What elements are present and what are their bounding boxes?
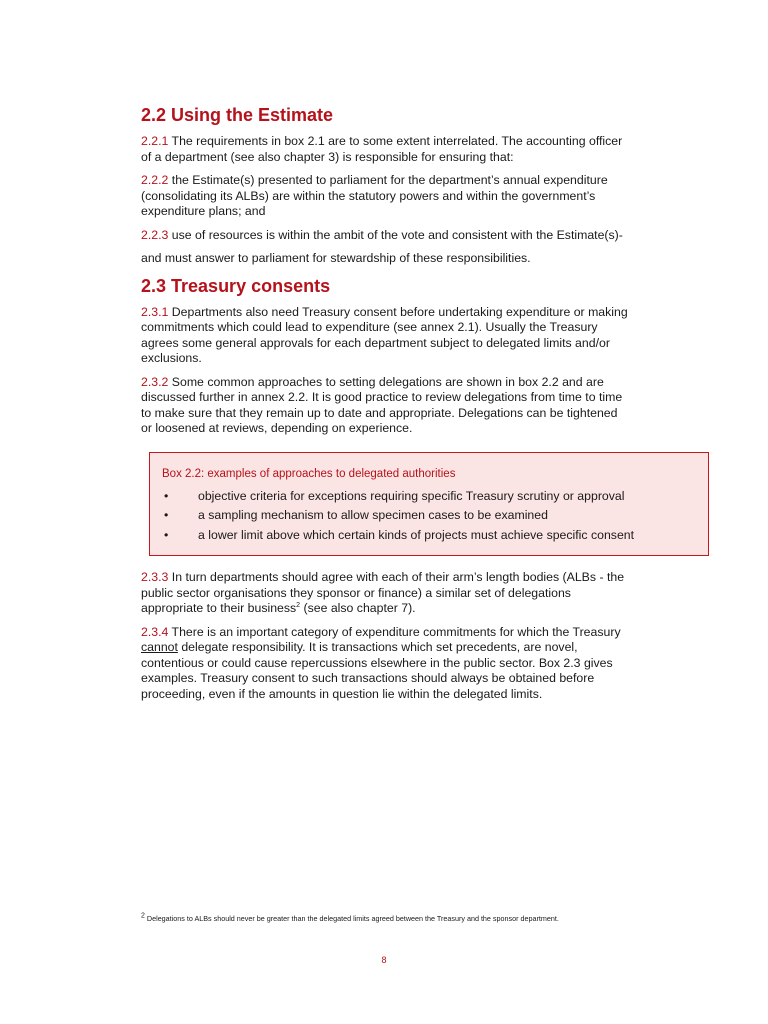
paragraph-number: 2.3.4 — [141, 624, 169, 639]
paragraph-text: There is an important category of expenditure commitments for which the Treasury — [168, 624, 621, 639]
bullet-icon: • — [164, 488, 169, 503]
box-list — [162, 487, 690, 546]
paragraph-text: In turn departments should agree with each of their arm’s length bodies (ALBs - the public sector organisations they sponsor or finance) a similar set of delegations appropriate to their business — [141, 570, 625, 615]
paragraph-2-3-2 — [141, 375, 631, 437]
list-item — [162, 487, 690, 507]
section-heading-2-2: 2.2 Using the Estimate — [141, 105, 334, 125]
list-item-text: a lower limit above which certain kinds of projects must achieve specific consent — [198, 527, 635, 542]
page-content — [141, 104, 635, 710]
paragraph-text: Departments also need Treasury consent before undertaking expenditure or making commitments which could lead to expenditure (see annex 2.1). Usually the Treasury agrees some general approvals for each department subject to delegated limits and/or exclusions. — [141, 304, 628, 365]
emphasis-cannot: cannot — [141, 640, 178, 654]
box-title: Box 2.2: examples of approaches to delegated authorities — [162, 467, 456, 480]
list-item — [162, 506, 690, 526]
footnote-reference[interactable]: 2 — [296, 601, 301, 609]
list-item-text: objective criteria for exceptions requiring specific Treasury scrutiny or approval — [198, 488, 625, 503]
paragraph-text: delegate responsibility. It is transactions which set precedents, are novel, contentious or could cause repercussions elsewhere in the public sector. Box 2.3 gives examples. Treasury consent to such transactions should always be obtained before proceeding, even if the amounts in question lie within the delegated limits. — [141, 640, 613, 701]
paragraph-2-3-1 — [141, 305, 631, 367]
paragraph-number: 2.3.2 — [141, 374, 169, 389]
footnote-marker: 2 — [141, 912, 145, 920]
paragraph-2-2-1 — [141, 134, 631, 165]
paragraph-number: 2.3.1 — [141, 304, 169, 319]
paragraph-text: Some common approaches to setting delegations are shown in box 2.2 and are discussed further in annex 2.2. It is good practice to review delegations from time to time to make sure that they remain up to date and appropriate. Delegations can be tightened or loosened at reviews, depending on experience. — [141, 374, 623, 435]
footnote-text: Delegations to ALBs should never be greater than the delegated limits agreed between the Treasury and the sponsor department. — [144, 914, 559, 923]
paragraph-text: (see also chapter 7). — [300, 601, 416, 615]
paragraph-number: 2.2.1 — [141, 134, 169, 148]
box-2-2 — [149, 452, 709, 557]
paragraph-2-2-3 — [141, 228, 631, 244]
paragraph-text: the Estimate(s) presented to parliament for the department’s annual expenditure (consolidating its ALBs) are within the statutory powers and within the government’s expenditure plans; and — [141, 173, 608, 218]
paragraph-2-3-3 — [141, 570, 631, 617]
bullet-icon: • — [164, 527, 169, 542]
paragraph-number: 2.3.3 — [141, 570, 169, 584]
bullet-icon: • — [164, 508, 169, 522]
paragraph-text: The requirements in box 2.1 are to some extent interrelated. The accounting officer of a department (see also chapter 3) is responsible for ensuring that: — [141, 134, 623, 164]
footnote — [141, 914, 701, 924]
paragraph-2-3-4 — [141, 625, 631, 703]
paragraph-closing: and must answer to parliament for stewardship of these responsibilities. — [141, 251, 531, 265]
section-heading-2-3: 2.3 Treasury consents — [141, 275, 331, 296]
page-number: 8 — [381, 955, 387, 965]
list-item — [162, 526, 690, 546]
paragraph-text: use of resources is within the ambit of the vote and consistent with the Estimate(s)- — [168, 227, 623, 242]
paragraph-2-2-2 — [141, 173, 631, 220]
list-item-text: a sampling mechanism to allow specimen cases to be examined — [198, 508, 548, 522]
paragraph-number: 2.2.3 — [141, 227, 169, 242]
paragraph-number: 2.2.2 — [141, 173, 169, 187]
